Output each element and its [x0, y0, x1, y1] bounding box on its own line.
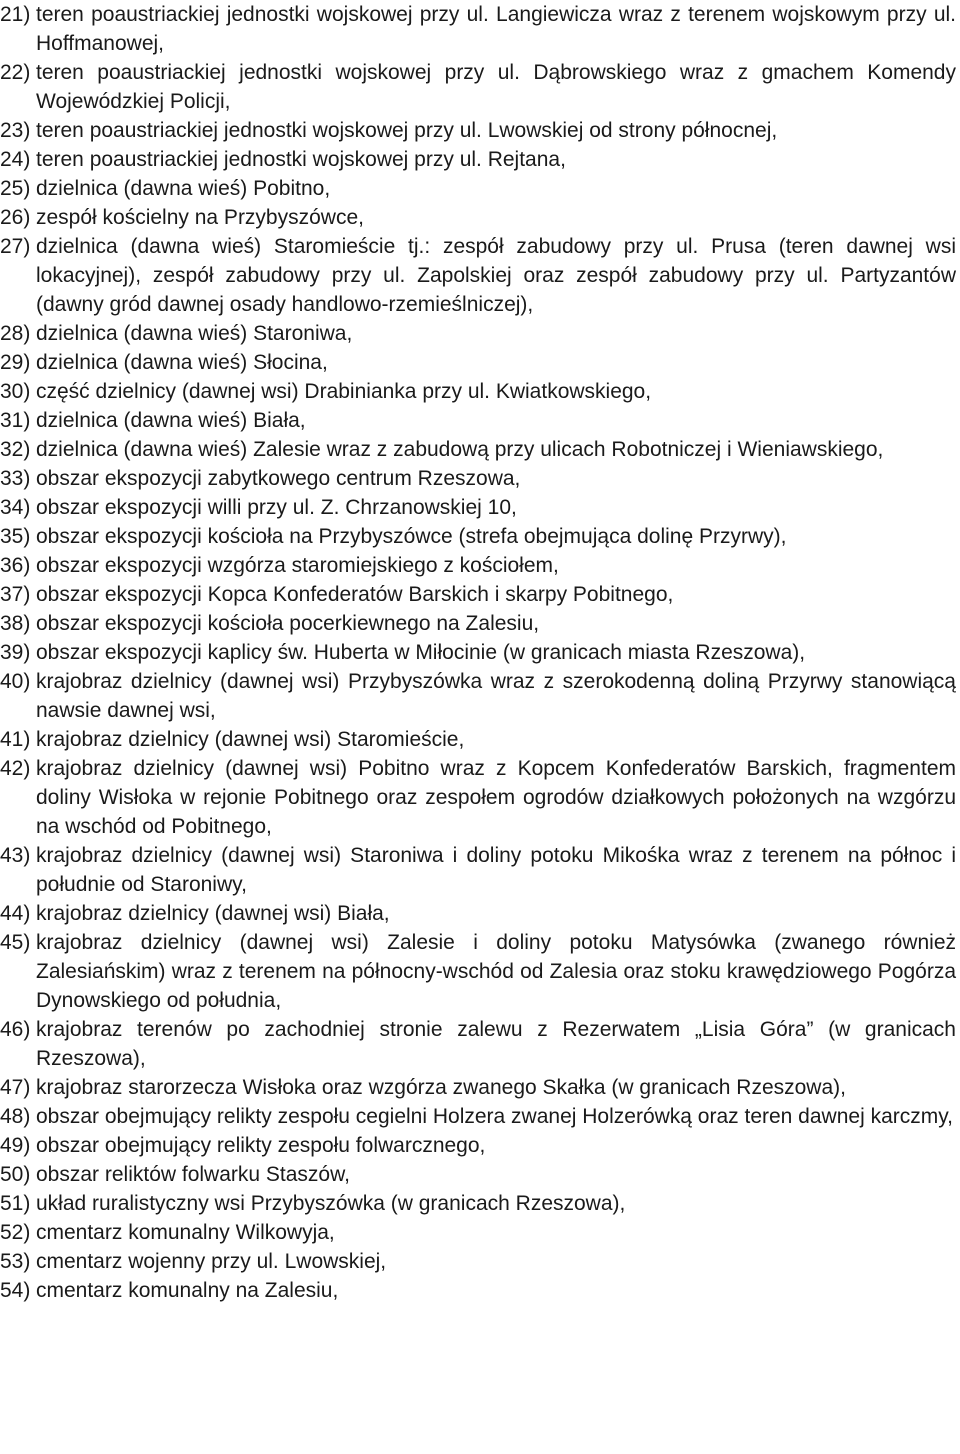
item-text: obszar ekspozycji Kopca Konfederatów Barskich i skarpy Pobitnego, [36, 583, 674, 606]
list-item [0, 145, 956, 174]
item-number: 43) [0, 844, 31, 867]
list-item [0, 319, 956, 348]
list-item [0, 174, 956, 203]
item-number: 34) [0, 496, 31, 519]
list-item [0, 609, 956, 638]
item-text: krajobraz dzielnicy (dawnej wsi) Pobitno wraz z Kopcem Konfederatów Barskich, fragmentem doliny Wisłoka w rejonie Pobitnego oraz zespołem ogrodów działkowych położonych na wzgórzu na wschód od Pobitnego, [36, 757, 956, 838]
list-item [0, 0, 956, 58]
item-number: 54) [0, 1279, 31, 1302]
item-text: krajobraz dzielnicy (dawnej wsi) Przybyszówka wraz z szerokodenną doliną Przyrwy stanowiącą nawsie dawnej wsi, [36, 670, 956, 722]
item-number: 23) [0, 119, 31, 142]
list-item [0, 58, 956, 116]
item-number: 50) [0, 1163, 31, 1186]
list-item [0, 1131, 956, 1160]
list-item [0, 435, 956, 464]
item-text: dzielnica (dawna wieś) Pobitno, [36, 177, 331, 200]
item-number: 33) [0, 467, 31, 490]
item-text: dzielnica (dawna wieś) Słocina, [36, 351, 328, 374]
list-item [0, 1218, 956, 1247]
list-item [0, 464, 956, 493]
item-text: obszar obejmujący relikty zespołu folwarcznego, [36, 1134, 486, 1157]
item-number: 41) [0, 728, 31, 751]
item-text: krajobraz dzielnicy (dawnej wsi) Staromieście, [36, 728, 465, 751]
item-number: 36) [0, 554, 31, 577]
list-item [0, 1073, 956, 1102]
item-number: 32) [0, 438, 31, 461]
item-text: obszar ekspozycji kościoła na Przybyszówce (strefa obejmująca dolinę Przyrwy), [36, 525, 787, 548]
item-number: 40) [0, 670, 31, 693]
item-text: cmentarz komunalny na Zalesiu, [36, 1279, 339, 1302]
item-number: 26) [0, 206, 31, 229]
item-text: krajobraz dzielnicy (dawnej wsi) Biała, [36, 902, 390, 925]
item-number: 37) [0, 583, 31, 606]
item-text: obszar ekspozycji wzgórza staromiejskiego z kościołem, [36, 554, 559, 577]
item-text: dzielnica (dawna wieś) Staroniwa, [36, 322, 353, 345]
item-number: 27) [0, 235, 31, 258]
list-item [0, 638, 956, 667]
list-item [0, 580, 956, 609]
list-item [0, 928, 956, 1015]
list-item [0, 667, 956, 725]
item-text: obszar ekspozycji zabytkowego centrum Rzeszowa, [36, 467, 521, 490]
list-item [0, 754, 956, 841]
item-number: 35) [0, 525, 31, 548]
item-number: 46) [0, 1018, 31, 1041]
list-item [0, 348, 956, 377]
item-text: dzielnica (dawna wieś) Biała, [36, 409, 306, 432]
item-number: 28) [0, 322, 31, 345]
item-text: cmentarz wojenny przy ul. Lwowskiej, [36, 1250, 387, 1273]
item-text: krajobraz dzielnicy (dawnej wsi) Staroniwa i doliny potoku Mikośka wraz z terenem na północ i południe od Staroniwy, [36, 844, 956, 896]
item-text: teren poaustriackiej jednostki wojskowej przy ul. Dąbrowskiego wraz z gmachem Komendy Wojewódzkiej Policji, [36, 61, 956, 113]
item-text: dzielnica (dawna wieś) Zalesie wraz z zabudową przy ulicach Robotniczej i Wieniawskiego, [36, 438, 884, 461]
item-text: obszar ekspozycji willi przy ul. Z. Chrzanowskiej 10, [36, 496, 517, 519]
list-item [0, 406, 956, 435]
list-item [0, 725, 956, 754]
item-text: zespół kościelny na Przybyszówce, [36, 206, 364, 229]
list-item [0, 493, 956, 522]
item-number: 48) [0, 1105, 31, 1128]
item-text: teren poaustriackiej jednostki wojskowej przy ul. Lwowskiej od strony północnej, [36, 119, 778, 142]
list-item [0, 1102, 956, 1131]
item-number: 29) [0, 351, 31, 374]
item-number: 52) [0, 1221, 31, 1244]
item-text: cmentarz komunalny Wilkowyja, [36, 1221, 335, 1244]
list-item [0, 551, 956, 580]
item-number: 31) [0, 409, 31, 432]
list-item [0, 1247, 956, 1276]
item-number: 42) [0, 757, 31, 780]
list-item [0, 203, 956, 232]
item-number: 49) [0, 1134, 31, 1157]
item-number: 45) [0, 931, 31, 954]
item-number: 25) [0, 177, 31, 200]
list-item [0, 841, 956, 899]
list-item [0, 1015, 956, 1073]
item-number: 30) [0, 380, 31, 403]
item-text: krajobraz starorzecza Wisłoka oraz wzgórza zwanego Skałka (w granicach Rzeszowa), [36, 1076, 846, 1099]
list-item [0, 1160, 956, 1189]
item-text: część dzielnicy (dawnej wsi) Drabinianka przy ul. Kwiatkowskiego, [36, 380, 652, 403]
list-item [0, 1189, 956, 1218]
list-item [0, 377, 956, 406]
item-text: dzielnica (dawna wieś) Staromieście tj.: zespół zabudowy przy ul. Prusa (teren dawnej wsi lokacyjnej), zespół zabudowy przy ul. Zapolskiej oraz zespół zabudowy przy ul. Partyzantów (dawny gród dawnej osady handlowo-rzemieślniczej), [36, 235, 956, 316]
item-text: teren poaustriackiej jednostki wojskowej przy ul. Langiewicza wraz z terenem wojskowym przy ul. Hoffmanowej, [36, 3, 956, 55]
item-text: układ ruralistyczny wsi Przybyszówka (w granicach Rzeszowa), [36, 1192, 626, 1215]
list-item [0, 522, 956, 551]
item-number: 44) [0, 902, 31, 925]
item-number: 51) [0, 1192, 31, 1215]
item-text: krajobraz terenów po zachodniej stronie zalewu z Rezerwatem „Lisia Góra” (w granicach Rzeszowa), [36, 1018, 956, 1070]
item-text: obszar reliktów folwarku Staszów, [36, 1163, 350, 1186]
item-number: 47) [0, 1076, 31, 1099]
list-item [0, 899, 956, 928]
item-number: 21) [0, 3, 31, 26]
item-number: 53) [0, 1250, 31, 1273]
item-text: obszar ekspozycji kościoła pocerkiewnego na Zalesiu, [36, 612, 540, 635]
item-text: teren poaustriackiej jednostki wojskowej przy ul. Rejtana, [36, 148, 566, 171]
item-text: obszar obejmujący relikty zespołu cegielni Holzera zwanej Holzerówką oraz teren dawnej karczmy, [36, 1105, 954, 1128]
item-number: 39) [0, 641, 31, 664]
list-item [0, 116, 956, 145]
item-number: 38) [0, 612, 31, 635]
item-text: krajobraz dzielnicy (dawnej wsi) Zalesie i doliny potoku Matysówka (zwanego również Zalesiańskim) wraz z terenem na północny-wschód od Zalesia oraz stoku krawędziowego Pogórza Dynowskiego od południa, [36, 931, 956, 1012]
item-text: obszar ekspozycji kaplicy św. Huberta w Miłocinie (w granicach miasta Rzeszowa), [36, 641, 806, 664]
list-item [0, 1276, 956, 1305]
list-item [0, 232, 956, 319]
item-number: 22) [0, 61, 31, 84]
item-number: 24) [0, 148, 31, 171]
